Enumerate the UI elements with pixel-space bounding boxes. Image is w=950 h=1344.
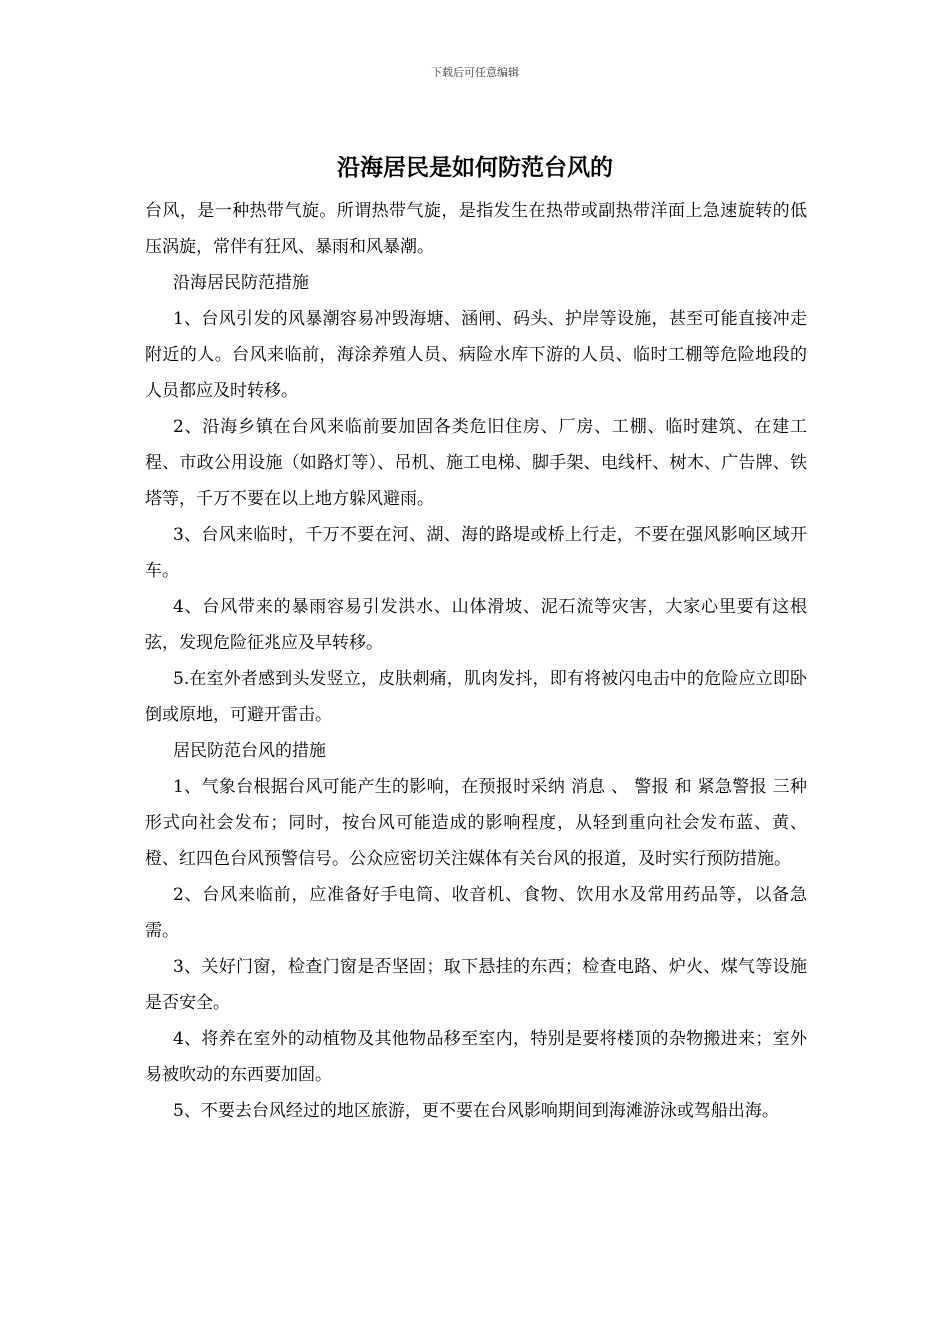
coastal-measure-2: 2、沿海乡镇在台风来临前要加固各类危旧住房、厂房、工棚、临时建筑、在建工程、市政公用设施（如路灯等）、吊机、施工电梯、脚手架、电线杆、树木、广告牌、铁塔等，千万不要在以上地方躲风避雨。 <box>145 417 807 509</box>
resident-measure-5: 5、不要去台风经过的地区旅游，更不要在台风影响期间到海滩游泳或驾船出海。 <box>173 1101 779 1121</box>
coastal-measure-3: 3、台风来临时，千万不要在河、湖、海的路堤或桥上行走，不要在强风影响区域开车。 <box>145 525 807 581</box>
resident-measure-1: 1、气象台根据台风可能产生的影响，在预报时采纳 消息 、 警报 和 紧急警报 三种形式向社会发布；同时，按台风可能造成的影响程度，从轻到重向社会发布蓝、黄、橙、红四色台风预警信号。公众应密切关注媒体有关台风的报道，及时实行预防措施。 <box>145 777 807 869</box>
coastal-measure-4: 4、台风带来的暴雨容易引发洪水、山体滑坡、泥石流等灾害，大家心里要有这根弦，发现危险征兆应及早转移。 <box>145 597 807 653</box>
document-body <box>145 193 807 1129</box>
coastal-measure-5: 5.在室外者感到头发竖立，皮肤刺痛，肌肉发抖，即有将被闪电击中的危险应立即卧倒或原地，可避开雷击。 <box>145 669 807 725</box>
page-header-note: 下载后可任意编辑 <box>431 66 519 79</box>
resident-measure-4: 4、将养在室外的动植物及其他物品移至室内，特别是要将楼顶的杂物搬进来；室外易被吹动的东西要加固。 <box>145 1029 807 1085</box>
section-heading-resident-measures: 居民防范台风的措施 <box>173 741 326 761</box>
coastal-measure-1: 1、台风引发的风暴潮容易冲毁海塘、涵闸、码头、护岸等设施，甚至可能直接冲走附近的人。台风来临前，海涂养殖人员、病险水库下游的人员、临时工棚等危险地段的人员都应及时转移。 <box>145 309 807 401</box>
resident-measure-2: 2、台风来临前，应准备好手电筒、收音机、食物、饮用水及常用药品等，以备急需。 <box>145 885 807 941</box>
resident-measure-3: 3、关好门窗，检查门窗是否坚固；取下悬挂的东西；检查电路、炉火、煤气等设施是否安全。 <box>145 957 807 1013</box>
document-title: 沿海居民是如何防范台风的 <box>337 154 613 181</box>
section-heading-coastal-measures: 沿海居民防范措施 <box>173 273 309 293</box>
intro-paragraph: 台风，是一种热带气旋。所谓热带气旋，是指发生在热带或副热带洋面上急速旋转的低压涡旋，常伴有狂风、暴雨和风暴潮。 <box>145 201 807 257</box>
